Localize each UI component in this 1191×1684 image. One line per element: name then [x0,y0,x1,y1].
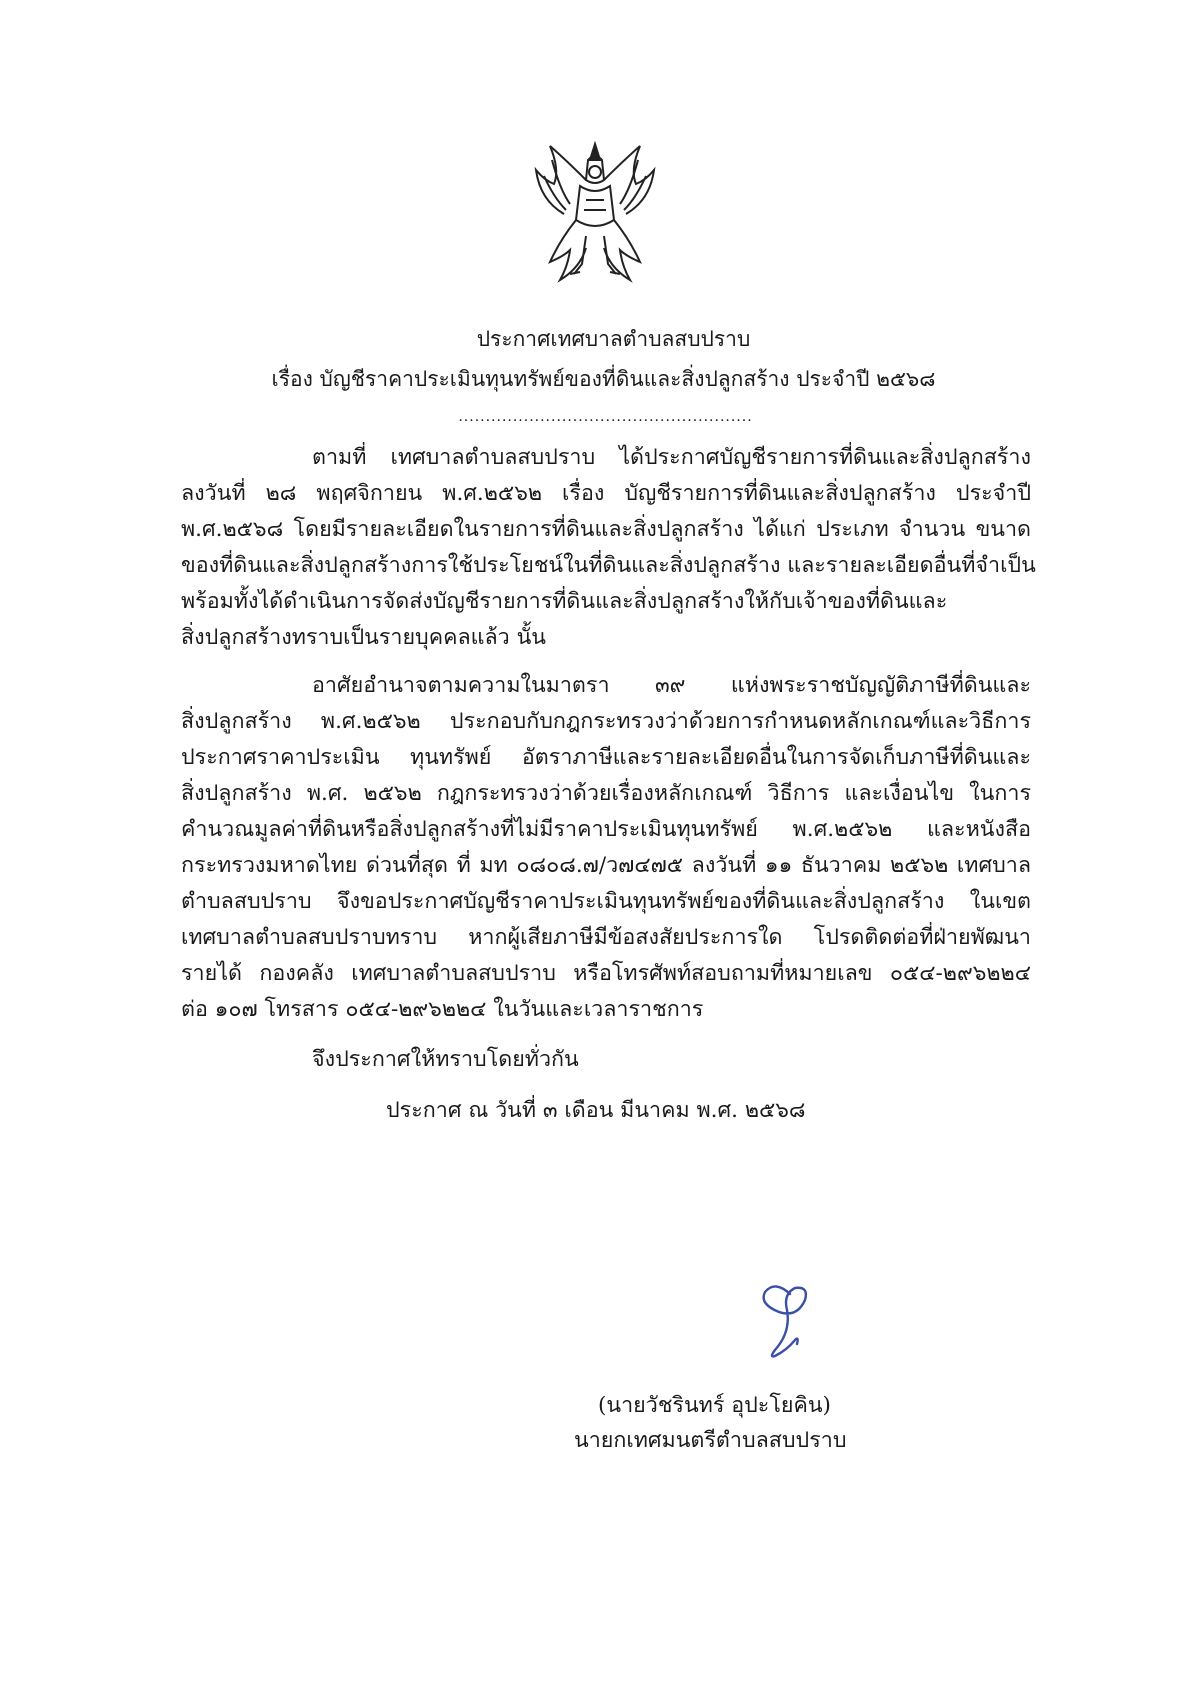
para2-line: ต่อ ๑๐๗ โทรสาร ๐๕๔-๒๙๖๒๒๔ ในวันและเวลาราชการ [181,997,704,1022]
para2-line: รายได้ กองคลัง เทศบาลตำบลสบปราบ หรือโทรศัพท์สอบถามที่หมายเลข ๐๕๔-๒๙๖๒๒๔ [181,961,1031,986]
closing-line: จึงประกาศให้ทราบโดยทั่วกัน [312,1047,579,1072]
para2-line: คำนวณมูลค่าที่ดินหรือสิ่งปลูกสร้างที่ไม่มีราคาประเมินทุนทรัพย์ พ.ศ.๒๕๖๒ และหนังสือ [181,817,1031,842]
para1-line: สิ่งปลูกสร้างทราบเป็นรายบุคคลแล้ว นั้น [181,625,546,650]
date-line: ประกาศ ณ วันที่ ๓ เดือน มีนาคม พ.ศ. ๒๕๖๘ [386,1098,806,1123]
para1-line: พร้อมทั้งได้ดำเนินการจัดส่งบัญชีรายการที่ดินและสิ่งปลูกสร้างให้กับเจ้าของที่ดินและ [181,589,948,614]
para1-line: ของที่ดินและสิ่งปลูกสร้างการใช้ประโยชน์ในที่ดินและสิ่งปลูกสร้าง และรายละเอียดอื่นที่จำเป็น [181,553,1036,578]
para2-line: เทศบาลตำบลสบปราบทราบ หากผู้เสียภาษีมีข้อสงสัยประการใด โปรดติดต่อที่ฝ่ายพัฒนา [181,925,1031,950]
para1-line: ตามที่ เทศบาลตำบลสบปราบ ได้ประกาศบัญชีรายการที่ดินและสิ่งปลูกสร้าง [312,445,1031,470]
para1-line: พ.ศ.๒๕๖๘ โดยมีรายละเอียดในรายการที่ดินและสิ่งปลูกสร้าง ได้แก่ ประเภท จำนวน ขนาด [181,517,1031,542]
signatory-position: นายกเทศมนตรีตำบลสบปราบ [574,1428,847,1453]
garuda-emblem-icon [530,140,660,285]
para2-line: ตำบลสบปราบ จึงขอประกาศบัญชีราคาประเมินทุนทรัพย์ของที่ดินและสิ่งปลูกสร้าง ในเขต [181,889,1031,914]
para2-line: ประกาศราคาประเมิน ทุนทรัพย์ อัตราภาษีและรายละเอียดอื่นในการจัดเก็บภาษีที่ดินและ [181,745,1031,770]
signature-icon [735,1270,845,1380]
para2-line: กระทรวงมหาดไทย ด่วนที่สุด ที่ มท ๐๘๐๘.๗/ว๗๔๗๕ ลงวันที่ ๑๑ ธันวาคม ๒๕๖๒ เทศบาล [181,853,1031,878]
signatory-name: (นายวัชรินทร์ อุปะโยคิน) [598,1393,831,1418]
para2-line: สิ่งปลูกสร้าง พ.ศ.๒๕๖๒ ประกอบกับกฎกระทรวงว่าด้วยการกำหนดหลักเกณฑ์และวิธีการ [181,709,1031,734]
para1-line: ลงวันที่ ๒๘ พฤศจิกายน พ.ศ.๒๕๖๒ เรื่อง บัญชีรายการที่ดินและสิ่งปลูกสร้าง ประจำปี [181,481,1031,506]
para2-line: อาศัยอำนาจตามความในมาตรา ๓๙ แห่งพระราชบัญญัติภาษีที่ดินและ [312,673,1031,698]
dotted-divider: ...................................................... [458,409,753,425]
para2-line: สิ่งปลูกสร้าง พ.ศ. ๒๕๖๒ กฎกระทรวงว่าด้วยเรื่องหลักเกณฑ์ วิธีการ และเงื่อนไข ในการ [181,781,1031,806]
document-subject: เรื่อง บัญชีราคาประเมินทุนทรัพย์ของที่ดินและสิ่งปลูกสร้าง ประจำปี ๒๕๖๘ [271,367,936,391]
document-title: ประกาศเทศบาลตำบลสบปราบ [476,327,751,351]
